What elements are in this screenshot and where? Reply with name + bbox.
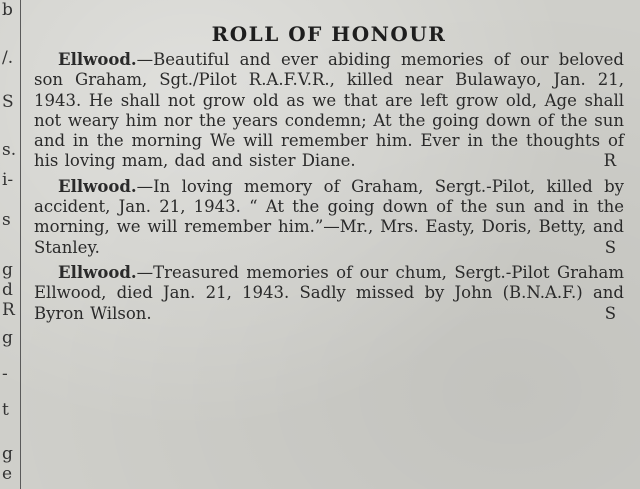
- memorial-notice: [34, 50, 624, 172]
- memorial-notice: [34, 177, 624, 258]
- notice-surname: Ellwood.: [58, 262, 137, 282]
- edge-fragment: s: [2, 210, 11, 230]
- notice-signature: S: [604, 237, 616, 257]
- edge-fragment: /.: [2, 48, 14, 68]
- edge-fragment: R: [2, 300, 15, 320]
- section-heading: ROLL OF HONOUR: [211, 22, 447, 46]
- edge-fragment: s.: [2, 140, 17, 160]
- edge-fragment: S: [2, 92, 14, 112]
- notice-text: —In loving memory of Graham, Sergt.-Pilot, killed by accident, Jan. 21, 1943. “ At the going down of the sun and in the morning, we will remember him.”—Mr., Mrs. Easty, Doris, Betty, and Stanley.: [34, 176, 624, 257]
- edge-fragment: b: [2, 0, 13, 20]
- edge-fragment: i-: [2, 170, 14, 190]
- notice-signature: R: [603, 151, 616, 171]
- notice-surname: Ellwood.: [58, 176, 137, 196]
- edge-fragment: e: [2, 464, 13, 484]
- edge-fragment: g: [2, 328, 13, 348]
- notice-signature: S: [604, 303, 616, 323]
- notice-text: —Treasured memories of our chum, Sergt.-Pilot Graham Ellwood, died Jan. 21, 1943. Sadly missed by John (B.N.A.F.) and Byron Wilson.: [34, 262, 624, 323]
- edge-fragment: g: [2, 444, 13, 464]
- memorial-notice: [34, 263, 624, 324]
- edge-fragment: g: [2, 260, 13, 280]
- edge-fragment: t: [2, 400, 9, 420]
- notice-surname: Ellwood.: [58, 50, 137, 69]
- edge-fragment: -: [2, 364, 8, 384]
- adjacent-column-edge: [0, 0, 21, 489]
- roll-of-honour-column: [34, 14, 624, 324]
- edge-fragment: d: [2, 280, 13, 300]
- notice-text: —Beautiful and ever abiding memories of our beloved son Graham, Sgt./Pilot R.A.F.V.R., killed near Bulawayo, Jan. 21, 1943. He shall not grow old as we that are left grow old, Age shall not weary him nor the years condemn; At the going down of the sun and in the morning We will remember him. Ever in the thoughts of his loving mam, dad and sister Diane.: [34, 50, 624, 171]
